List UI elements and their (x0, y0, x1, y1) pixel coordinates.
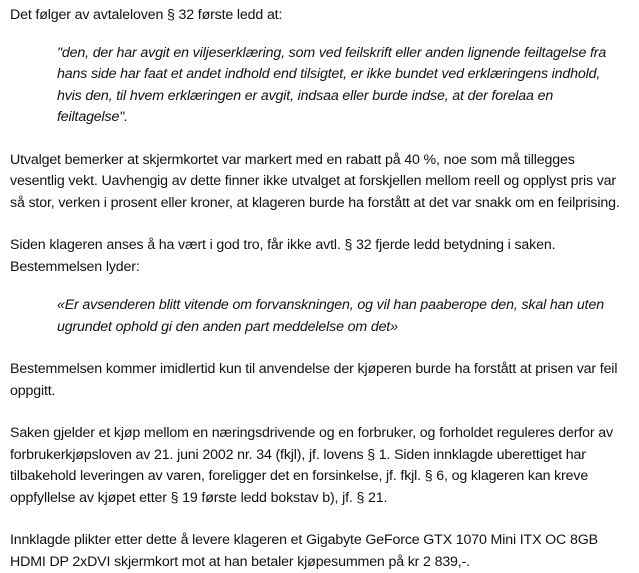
quote-avtaleloven-32-first: "den, der har avgit en viljeserklæring, som ved feilskrift eller anden lignende feiltagelse fra hans side har faat et andet indhold end tilsigtet, er ikke bundet ved erklæringens indhold, hvis den, til hvem erklæringen er avgit, indsaa eller burde indse, at der forelaa en feiltagelse". (57, 44, 607, 125)
application-paragraph: Bestemmelsen kommer imidlertid kun til anvendelse der kjøperen burde ha forstått at prisen var feil oppgitt. (10, 361, 618, 399)
good-faith-paragraph: Siden klageren anses å ha vært i god tro, får ikke avtl. § 32 fjerde ledd betydning i saken. Bestemmelsen lyder: (10, 237, 556, 275)
intro-paragraph: Det følger av avtaleloven § 32 første ledd at: (10, 7, 283, 23)
quote-avtaleloven-32-fourth: «Er avsenderen blitt vitende om forvanskningen, og vil han paaberope den, skal han uten ugrundet ophold gi den anden part meddelelse om det» (57, 297, 604, 335)
committee-assessment-paragraph: Utvalget bemerker at skjermkortet var markert med en rabatt på 40 %, noe som må tillegges vesentlig vekt. Uavhengig av dette finner ikke utvalget at forskjellen mellom reell og opplyst pris var så stor, verken i prosent eller kroner, at klageren burde ha forstått at det var snakk om en feilprising. (10, 151, 620, 211)
conclusion-paragraph: Innklagde plikter etter dette å levere klageren et Gigabyte GeForce GTX 1070 Mini ITX OC 8GB HDMI DP 2xDVI skjermkort mot at han betaler kjøpesummen på kr 2 839,-. (10, 532, 598, 570)
consumer-purchase-paragraph: Saken gjelder et kjøp mellom en næringsdrivende og en forbruker, og forholdet reguleres derfor av forbrukerkjøpsloven av 21. juni 2002 nr. 34 (fkjl), jf. lovens § 1. Siden innklagde uberettiget har tilbakehold leveringen av varen, foreligger det en forsinkelse, jf. fkjl. § 6, og klageren kan kreve oppfyllelse av kjøpet etter § 19 første ledd bokstav b), jf. § 21. (10, 425, 613, 506)
